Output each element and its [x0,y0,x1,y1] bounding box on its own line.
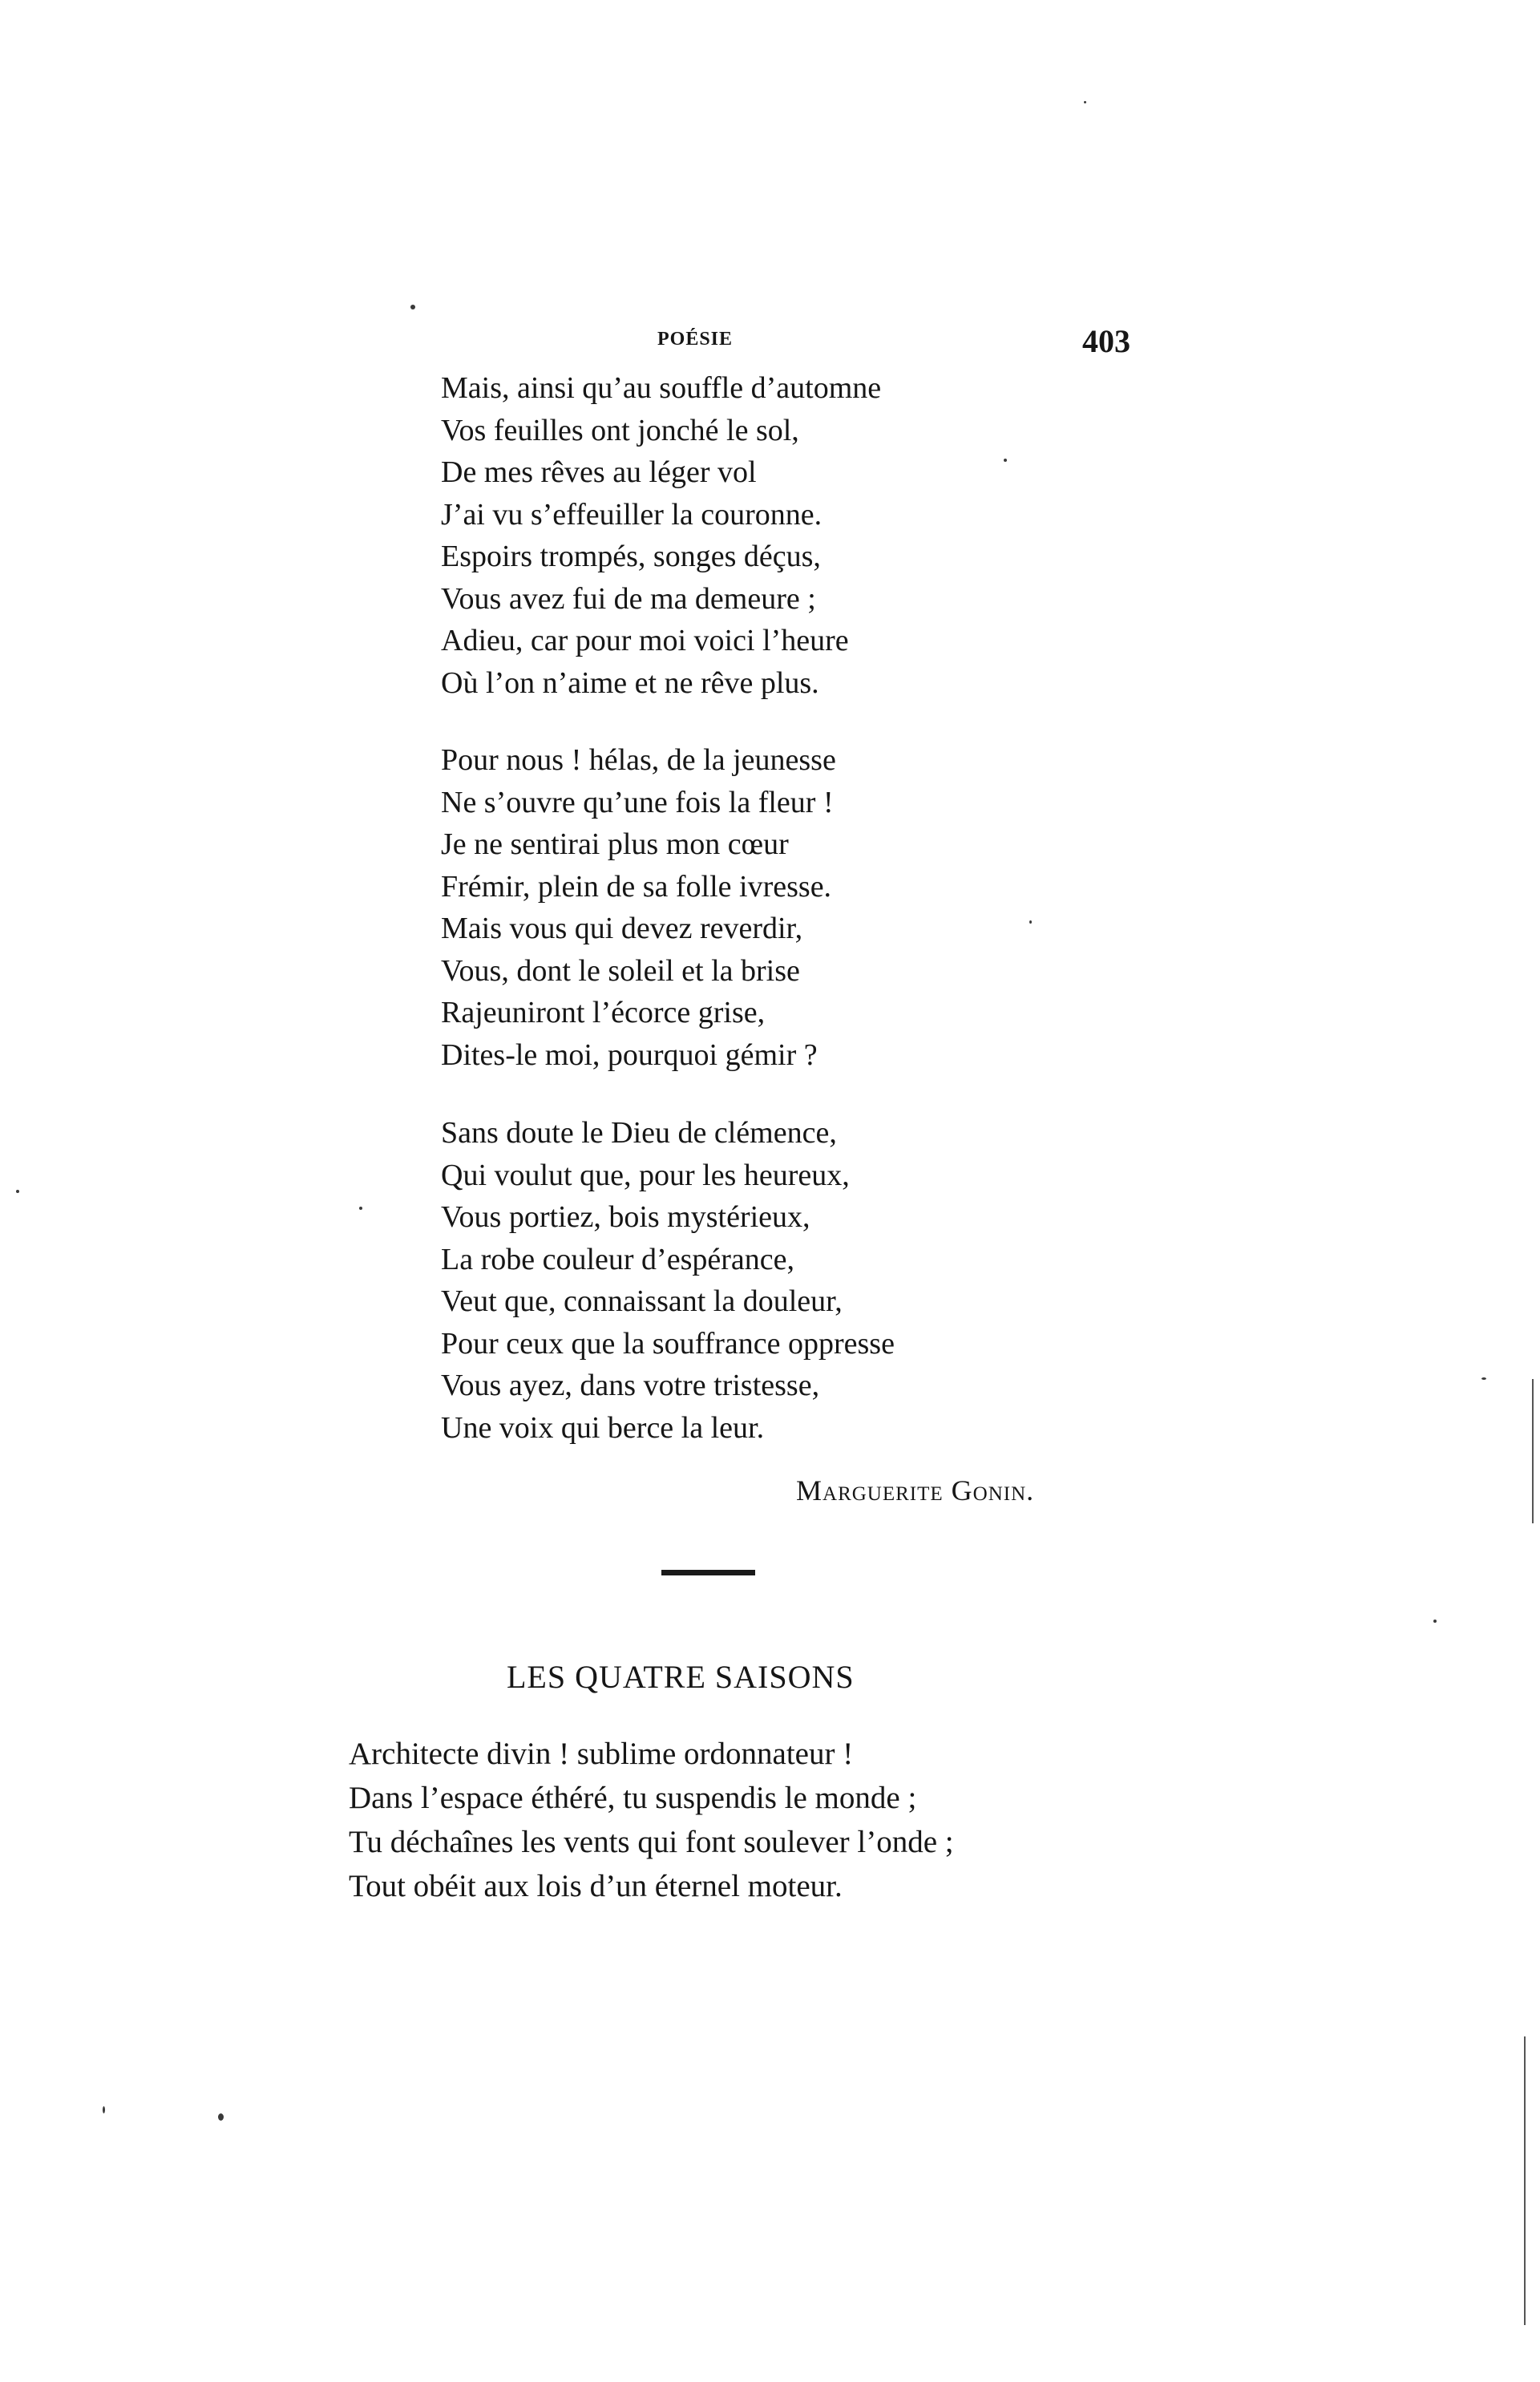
stanza-2 [441,739,836,1076]
verse-line: Sans doute le Dieu de clémence, [441,1116,837,1150]
scan-speck [16,1190,19,1193]
running-head: POÉSIE [657,329,734,350]
scan-speck [410,305,415,309]
verse-line: Mais, ainsi qu’au souffle d’automne [441,371,882,405]
verse-line: Espoirs trompés, songes déçus, [441,540,821,573]
scan-speck [218,2113,224,2121]
scan-speck [1481,1377,1486,1380]
author-signature: Marguerite Gonin. [796,1474,1035,1506]
verse-line: Veut que, connaissant la douleur, [441,1284,843,1318]
verse-line: Mais vous qui devez reverdir, [441,912,803,945]
verse-line: Pour nous ! hélas, de la jeunesse [441,743,836,777]
scan-speck [1084,101,1086,103]
verse-line: Tout obéit aux lois d’un éternel moteur. [349,1869,843,1903]
verse-line: Rajeuniront l’écorce grise, [441,996,766,1029]
page-edge-line [1524,2036,1526,2325]
verse-line: Architecte divin ! sublime ordonnateur ! [349,1737,854,1771]
page-edge-line [1532,1379,1534,1523]
scan-speck [1433,1620,1437,1623]
scan-speck [1004,459,1007,462]
section-verses [349,1732,954,1908]
verse-line: Vous, dont le soleil et la brise [441,953,800,988]
verse-line: Dans l’espace éthéré, tu suspendis le monde ; [349,1781,917,1815]
verse-line: Tu déchaînes les vents qui font soulever l’onde ; [349,1825,954,1859]
verse-line: Pour ceux que la souffrance oppresse [441,1326,895,1361]
scan-speck [359,1207,362,1210]
verse-line: Qui voulut que, pour les heureux, [441,1158,850,1192]
verse-line: Dites-le moi, pourquoi gémir ? [441,1037,818,1072]
verse-line: Une voix qui berce la leur. [441,1410,765,1445]
verse-line: Adieu, car pour moi voici l’heure [441,624,849,657]
verse-line: Vous avez fui de ma demeure ; [441,581,816,616]
verse-line: J’ai vu s’effeuiller la couronne. [441,497,823,532]
stanza-1 [441,367,881,704]
verse-line: De mes rêves au léger vol [441,455,757,489]
page-number: 403 [1082,323,1130,359]
stanza-3 [441,1112,895,1449]
verse-line: Où l’on n’aime et ne rêve plus. [441,665,819,700]
verse-line: Vous portiez, bois mystérieux, [441,1200,810,1234]
verse-line: Ne s’ouvre qu’une fois la fleur ! [441,785,834,819]
scan-speck [1029,920,1032,924]
verse-line: La robe couleur d’espérance, [441,1242,794,1276]
scan-speck [103,2106,105,2113]
verse-line: Frémir, plein de sa folle ivresse. [441,869,832,904]
verse-line: Vous ayez, dans votre tristesse, [441,1369,820,1402]
verse-line: Vos feuilles ont jonché le sol, [441,413,799,447]
section-divider [661,1570,755,1575]
section-title: LES QUATRE SAISONS [507,1659,855,1695]
verse-line: Je ne sentirai plus mon cœur [441,827,789,861]
